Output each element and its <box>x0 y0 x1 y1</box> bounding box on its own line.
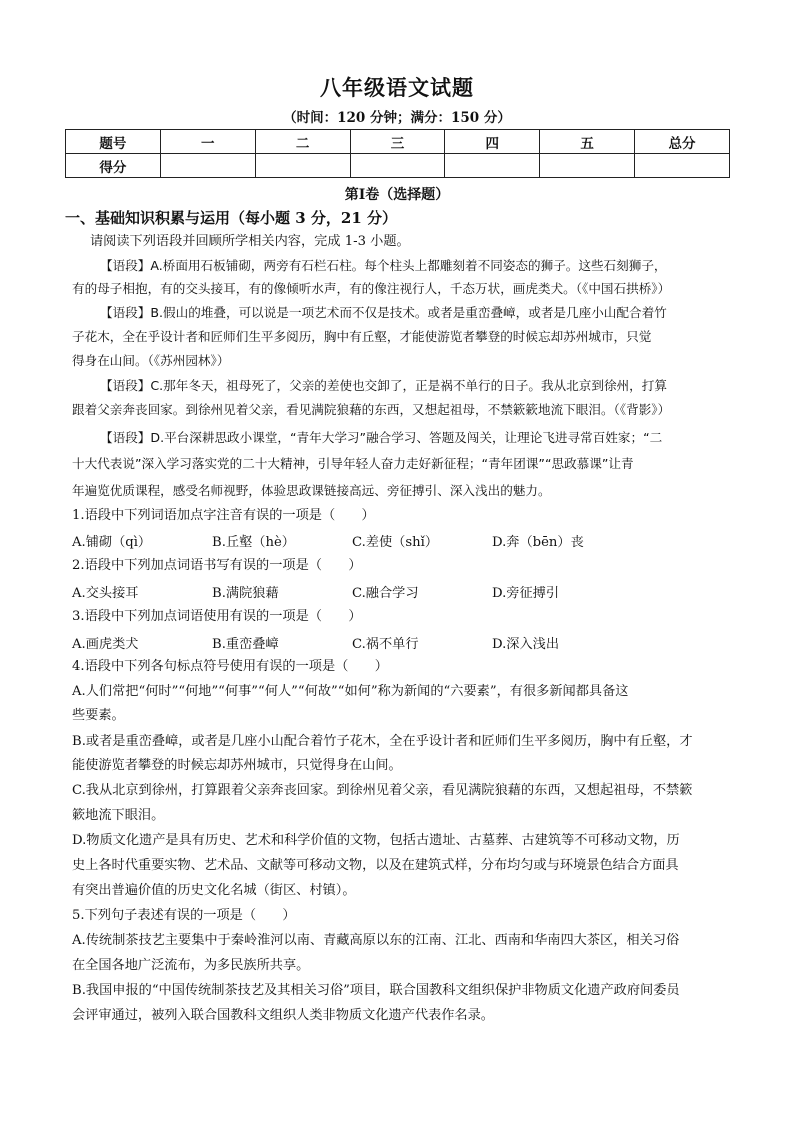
q4-option-line: 能使游览者攀登的时候忘却苏州城市，只觉得身在山间。 <box>72 758 402 773</box>
q1-option-a: A.铺砌（qì） <box>72 535 152 550</box>
score-cell <box>635 154 730 178</box>
q4-option-line: C.我从北京到徐州，打算跟着父亲奔丧回家。到徐州见着父亲，看见满院狼藉的东西，又想起祖母，不禁簌 <box>72 783 693 798</box>
exam-subtitle: （时间：120 分钟；满分：150 分） <box>283 110 511 126</box>
score-cell: 五 <box>540 130 635 154</box>
q4-option-line: 簌地流下眼泪。 <box>72 808 165 823</box>
q5-option-line: 会评审通过，被列入联合国教科文组织人类非物质文化遗产代表作名录。 <box>72 1008 494 1023</box>
q4-option-line: 史上各时代重要实物、艺术品、文献等可移动文物，以及在建筑式样，分布均匀或与环境景色结合方面具 <box>72 858 679 873</box>
q3-option-a: A.画虎类犬 <box>72 637 139 652</box>
q2-option-d: D.旁征搏引 <box>492 586 560 601</box>
q1-option-c: C.差使（shǐ） <box>352 535 439 550</box>
question-stem-5: 5.下列句子表述有误的一项是（ ） <box>72 908 296 923</box>
q5-option-line: A.传统制茶技艺主要集中于秦岭淮河以南、青藏高原以东的江南、江北、西南和华南四大茶区，相关习俗 <box>72 933 680 948</box>
score-cell: 三 <box>350 130 445 154</box>
q1-option-b: B.丘壑（hè） <box>212 535 295 550</box>
passage-line: 得身在山间。（《苏州园林》） <box>72 353 230 368</box>
passage-line: 跟着父亲奔丧回家。到徐州见着父亲，看见满院狼藉的东西，又想起祖母，不禁簌簌地流下眼泪。（《背影》） <box>72 402 671 417</box>
score-cell <box>540 154 635 178</box>
q3-option-b: B.重峦叠嶂 <box>212 637 279 652</box>
score-cell <box>350 154 445 178</box>
q2-option-a: A.交头接耳 <box>72 586 139 601</box>
score-cell: 得分 <box>66 154 161 178</box>
q2-option-c: C.融合学习 <box>352 586 419 601</box>
score-cell: 二 <box>255 130 350 154</box>
intro-text: 请阅读下列语段并回顾所学相关内容，完成 1-3 小题。 <box>90 234 410 249</box>
q1-option-d: D.奔（bēn）丧 <box>492 535 584 550</box>
score-cell <box>445 154 540 178</box>
exam-title: 八年级语文试题 <box>320 75 474 100</box>
score-cell: 总分 <box>635 130 730 154</box>
score-cell: 题号 <box>66 130 161 154</box>
section-title: 一、基础知识积累与运用（每小题 3 分，21 分） <box>65 209 397 227</box>
score-table <box>65 129 730 178</box>
q3-option-d: D.深入浅出 <box>492 637 560 652</box>
passage-line: 十大代表说”深入学习落实党的二十大精神，引导年轻人奋力走好新征程；“青年团课”“思政慕课”让青 <box>72 456 634 471</box>
q4-option-line: D.物质文化遗产是具有历史、艺术和科学价值的文物，包括古遗址、古墓葬、古建筑等不可移动文物，历 <box>72 833 680 848</box>
passage-line: 年遍览优质课程，感受名师视野，体验思政课链接高远、旁征搏引、深入浅出的魅力。 <box>72 483 551 498</box>
q5-option-line: 在全国各地广泛流布，为多民族所共享。 <box>72 958 310 973</box>
question-stem-4: 4.语段中下列各句标点符号使用有误的一项是（ ） <box>72 659 388 674</box>
question-stem-3: 3.语段中下列加点词语使用有误的一项是（ ） <box>72 609 362 624</box>
passage-line: 有的母子相抱，有的交头接耳，有的像倾听水声，有的像注视行人，千态万状，画虎类犬。（《中国石拱桥》） <box>72 281 671 296</box>
q5-option-line: B.我国申报的“中国传统制茶技艺及其相关习俗”项目，联合国教科文组织保护非物质文化遗产政府间委员 <box>72 983 680 998</box>
q2-option-b: B.满院狼藉 <box>212 586 279 601</box>
q4-option-line: 有突出普遍价值的历史文化名城（街区、村镇）。 <box>72 883 356 898</box>
score-table-header-row <box>66 130 730 154</box>
score-cell: 四 <box>445 130 540 154</box>
score-cell <box>255 154 350 178</box>
q4-option-line: 些要素。 <box>72 708 125 723</box>
score-table-score-row <box>66 154 730 178</box>
passage-line: 【语段】B.假山的堆叠，可以说是一项艺术而不仅是技术。或者是重峦叠嶂，或者是几座小山配合着竹 <box>100 305 667 320</box>
passage-line: 子花木，全在乎设计者和匠师们生平多阅历，胸中有丘壑，才能使游览者攀登的时候忘却苏州城市，只觉 <box>72 329 652 344</box>
score-cell: 一 <box>160 130 255 154</box>
score-cell <box>160 154 255 178</box>
question-stem-2: 2.语段中下列加点词语书写有误的一项是（ ） <box>72 558 362 573</box>
q4-option-line: B.或者是重峦叠嶂，或者是几座小山配合着竹子花木，全在乎设计者和匠师们生平多阅历，胸中有丘壑，才 <box>72 734 693 749</box>
passage-line: 【语段】C.那年冬天，祖母死了，父亲的差使也交卸了，正是祸不单行的日子。我从北京到徐州，打算 <box>100 378 667 393</box>
passage-line: 【语段】A.桥面用石板铺砌，两旁有石栏石柱。每个柱头上都雕刻着不同姿态的狮子。这些石刻狮子， <box>100 258 667 273</box>
question-stem-1: 1.语段中下列词语加点字注音有误的一项是（ ） <box>72 508 375 523</box>
q3-option-c: C.祸不单行 <box>352 637 419 652</box>
part-title: 第Ⅰ卷（选择题） <box>344 187 450 203</box>
passage-line: 【语段】D.平台深耕思政小课堂，“青年大学习”融合学习、答题及闯关，让理论飞进寻常百姓家；“二 <box>100 430 663 445</box>
q4-option-line: A.人们常把“何时”“何地”“何事”“何人”“何故”“如何”称为新闻的“六要素”，有很多新闻都具备这 <box>72 684 629 699</box>
